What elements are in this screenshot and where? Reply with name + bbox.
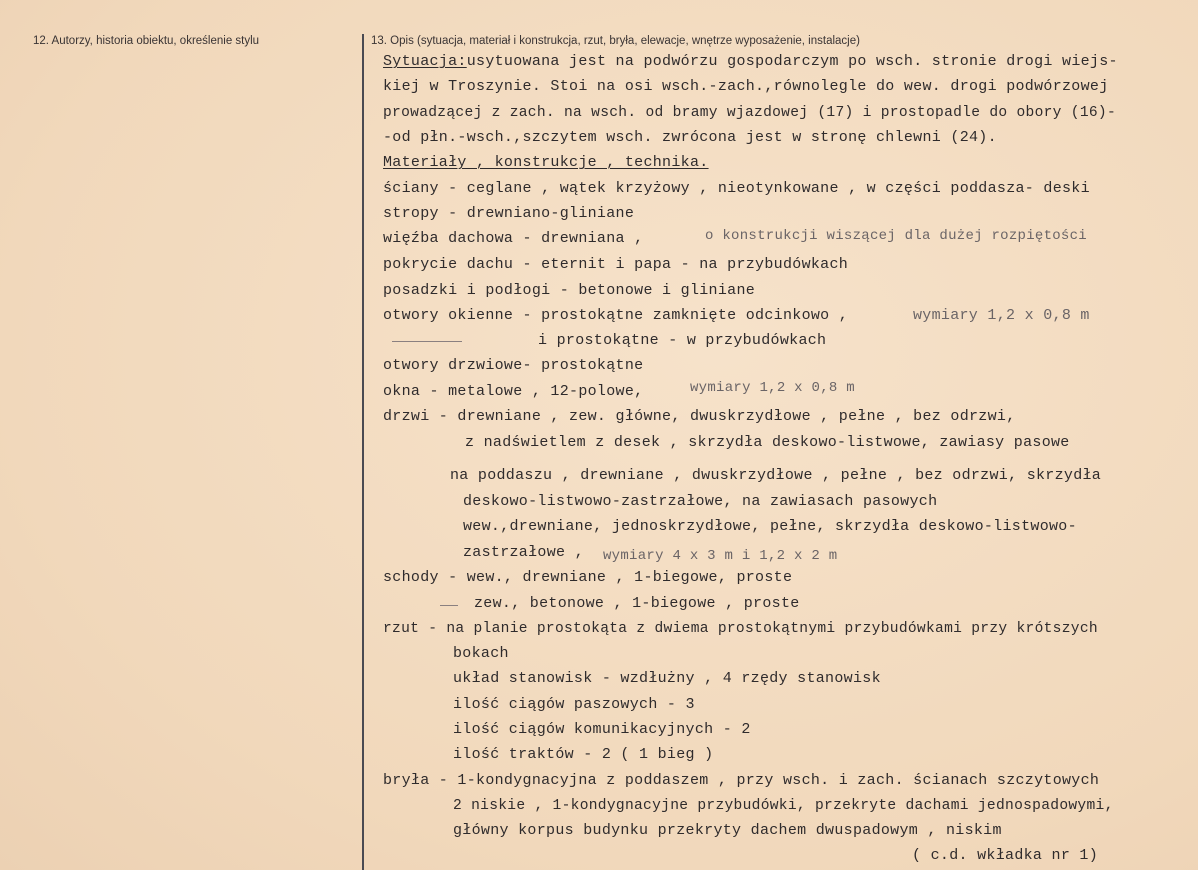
line-text: i prostokątne - w przybudówkach <box>538 332 827 349</box>
line-text: kiej w Troszynie. Stoi na osi wsch.-zach.,równolegle do wew. drogi podwórzowej <box>383 78 1109 95</box>
line-sytuacja <box>383 53 1118 71</box>
line-text: układ stanowisk - wzdłużny , 4 rzędy stanowisk <box>453 670 881 687</box>
line-text: stropy - drewniano-gliniane <box>383 205 635 222</box>
column-divider <box>362 34 364 870</box>
line-text: rzut - na planie prostokąta z dwiema prostokątnymi przybudówkami przy krótszych <box>383 621 1098 637</box>
dash-mark <box>440 605 458 606</box>
dash-mark <box>392 341 462 342</box>
section-12-header: 12. Autorzy, historia obiektu, określenie stylu <box>33 35 260 47</box>
section-13-header: 13. Opis (sytuacja, materiał i konstrukcja, rzut, bryła, elewacje, wnętrze wyposażenie, instalacje) <box>371 35 860 47</box>
line-text: wymiary 4 x 3 m i 1,2 x 2 m <box>603 548 838 564</box>
line-text: zastrzałowe , <box>463 544 584 561</box>
line-text: bryła - 1-kondygnacyjna z poddaszem , przy wsch. i zach. ścianach szczytowych <box>383 772 1100 789</box>
line-text: otwory okienne - prostokątne zamknięte odcinkowo , <box>383 307 849 324</box>
line-text: deskowo-listwowo-zastrzałowe, na zawiasach pasowych <box>463 493 938 510</box>
line-text: schody - wew., drewniane , 1-biegowe, proste <box>383 569 793 586</box>
line-text: bokach <box>453 645 509 662</box>
continuation-note: ( c.d. wkładka nr 1) <box>912 847 1099 864</box>
line-text: ilość traktów - 2 ( 1 bieg ) <box>453 746 714 763</box>
line-text: pokrycie dachu - eternit i papa - na przybudówkach <box>383 256 849 273</box>
line-text: główny korpus budynku przekryty dachem dwuspadowym , niskim <box>453 822 1002 839</box>
line-text: wymiary 1,2 x 0,8 m <box>690 380 855 396</box>
line-text: okna - metalowe , 12-polowe, <box>383 383 644 400</box>
line-text: ilość ciągów komunikacyjnych - 2 <box>453 721 751 738</box>
line-text: na poddaszu , drewniane , dwuskrzydłowe , pełne , bez odrzwi, skrzydła <box>450 467 1102 484</box>
heading-materialy: Materiały , konstrukcje , technika. <box>383 154 709 171</box>
line-text: wew.,drewniane, jednoskrzydłowe, pełne, skrzydła deskowo-listwowo- <box>463 518 1077 535</box>
line-text: zew., betonowe , 1-biegowe , proste <box>474 595 800 612</box>
line-text: prowadzącej z zach. na wsch. od bramy wjazdowej (17) i prostopadle do obory (16)- <box>383 105 1117 121</box>
line-text: ilość ciągów paszowych - 3 <box>453 696 695 713</box>
line-text: otwory drzwiowe- prostokątne <box>383 357 644 374</box>
line-text: o konstrukcji wiszącej dla dużej rozpiętości <box>705 228 1087 244</box>
line-text: usytuowana jest na podwórzu gospodarczym po wsch. stronie drogi wiejs- <box>466 53 1118 70</box>
line-text: drzwi - drewniane , zew. główne, dwuskrzydłowe , pełne , bez odrzwi, <box>383 408 1016 425</box>
line-text: z nadświetlem z desek , skrzydła deskowo-listwowe, zawiasy pasowe <box>465 434 1070 451</box>
line-text: posadzki i podłogi - betonowe i gliniane <box>383 282 756 299</box>
line-text: więźba dachowa - drewniana , <box>383 230 644 247</box>
line-text: 2 niskie , 1-kondygnacyjne przybudówki, przekryte dachami jednospadowymi, <box>453 798 1114 814</box>
line-text: ściany - ceglane , wątek krzyżowy , nieotynkowane , w części poddasza- deski <box>383 180 1090 197</box>
line-text: -od płn.-wsch.,szczytem wsch. zwrócona jest w stronę chlewni (24). <box>383 129 997 146</box>
line-text: wymiary 1,2 x 0,8 m <box>913 307 1090 324</box>
heading-sytuacja: Sytuacja: <box>383 53 467 70</box>
